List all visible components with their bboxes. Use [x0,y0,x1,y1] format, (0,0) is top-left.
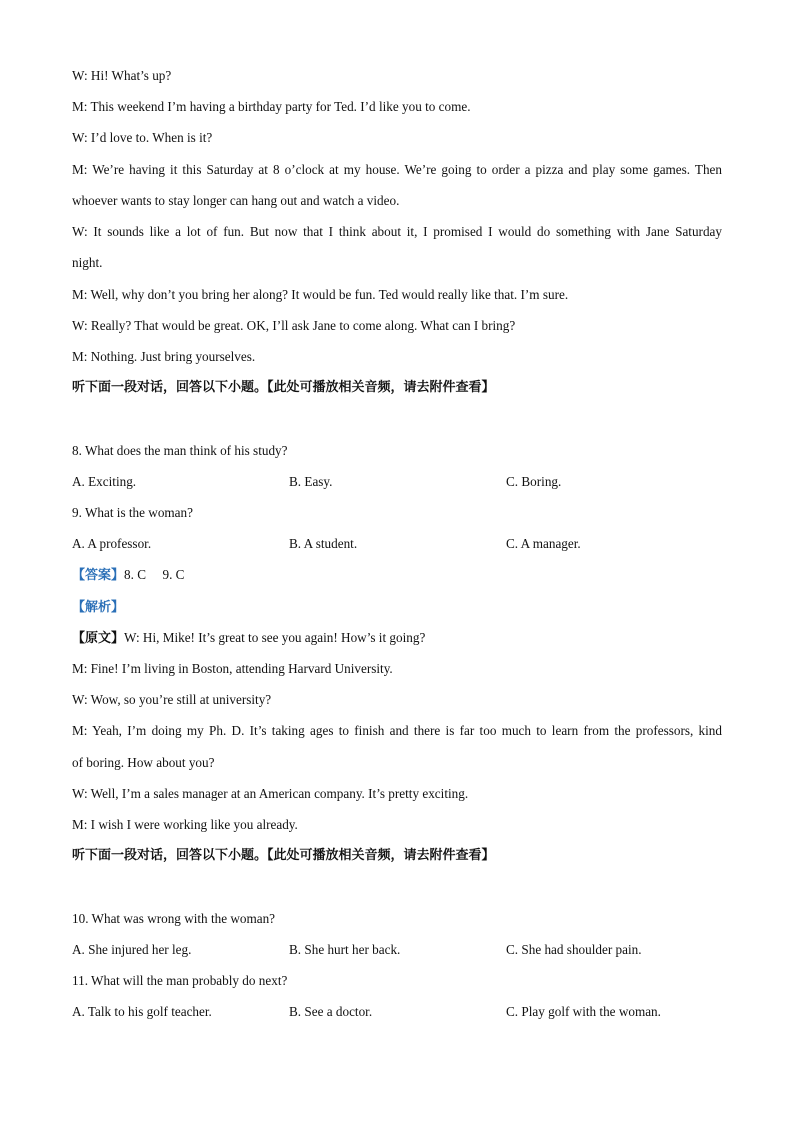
question-9-stem: 9. What is the woman? [72,505,193,520]
dialog1-line-10: M: Nothing. Just bring yourselves. [72,349,256,364]
dialog1-line-2: M: This weekend I’m having a birthday party for Ted. I’d like you to come. [72,99,471,114]
dialog2-line-2: M: Fine! I’m living in Boston, attending Harvard University. [72,661,393,676]
dialog1-line-1: W: Hi! What’s up? [72,68,172,83]
dialog2-line-6: W: Well, I’m a sales manager at an American company. It’s pretty exciting. [72,786,469,801]
question-11-option-a: A. Talk to his golf teacher. [72,1004,212,1019]
question-10-option-b: B. She hurt her back. [289,942,401,957]
dialog1-line-5: whoever wants to stay longer can hang out and watch a video. [72,193,400,208]
question-11-option-b: B. See a doctor. [289,1004,373,1019]
question-9-option-b: B. A student. [289,536,358,551]
question-10-option-c: C. She had shoulder pain. [506,942,642,957]
analysis-line [72,598,722,617]
dialog1-line-8: M: Well, why don’t you bring her along? It would be fun. Ted would really like that. I’m sure. [72,287,569,302]
analysis-tag: 【解析】 [72,600,125,615]
question-11-stem: 11. What will the man probably do next? [72,973,288,988]
dialog2-line-4: M: Yeah, I’m doing my Ph. D. It’s taking ages to finish and there is far too much to learn from the professors, kind [72,723,722,738]
original-tag: 【原文】 [72,631,125,646]
answer-tag: 【答案】 [72,568,125,583]
question-10-option-a: A. She injured her leg. [72,942,192,957]
question-8-stem: 8. What does the man think of his study? [72,443,288,458]
dialog2-line-5: of boring. How about you? [72,755,215,770]
answer-text: 8. C 9. C [124,567,185,582]
question-10-stem: 10. What was wrong with the woman? [72,911,276,926]
listening-instruction-1: 听下面一段对话，回答以下小题。【此处可播放相关音频，请去附件查看】 [72,380,495,395]
answer-line [72,566,722,585]
question-8-option-a: A. Exciting. [72,474,137,489]
dialog2-line-7: M: I wish I were working like you already. [72,817,298,832]
dialog1-line-9: W: Really? That would be great. OK, I’ll ask Jane to come along. What can I bring? [72,318,516,333]
listening-instruction-2: 听下面一段对话，回答以下小题。【此处可播放相关音频，请去附件查看】 [72,848,495,863]
dialog2-line-1 [72,629,722,648]
question-8-option-c: C. Boring. [506,474,562,489]
dialog2-line-1-text: W: Hi, Mike! It’s great to see you again! How’s it going? [124,630,426,645]
dialog1-line-6: W: It sounds like a lot of fun. But now that I think about it, I promised I would do something with Jane Saturday [72,224,722,239]
question-9-option-a: A. A professor. [72,536,152,551]
question-9-option-c: C. A manager. [506,536,581,551]
dialog1-line-7: night. [72,255,103,270]
dialog1-line-3: W: I’d love to. When is it? [72,130,213,145]
dialog1-line-4: M: We’re having it this Saturday at 8 o’clock at my house. We’re going to order a pizza and play some games. Then [72,162,722,177]
question-8-option-b: B. Easy. [289,474,333,489]
question-11-option-c: C. Play golf with the woman. [506,1004,661,1019]
dialog2-line-3: W: Wow, so you’re still at university? [72,692,272,707]
